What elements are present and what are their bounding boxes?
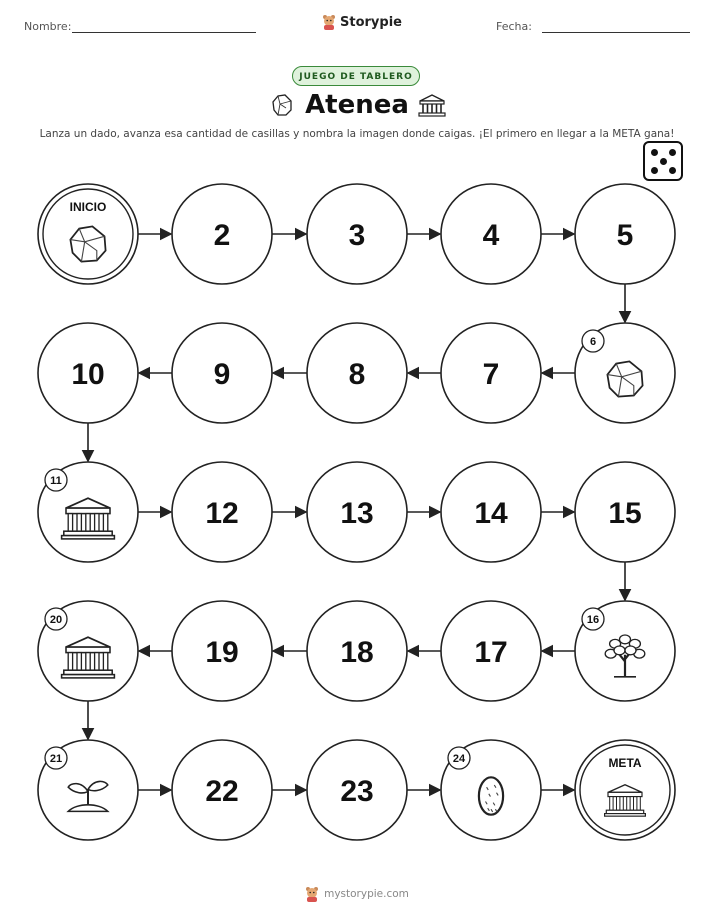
space-number: 7 (482, 358, 500, 391)
footer (0, 886, 714, 902)
space-number: 21 (49, 753, 63, 765)
board-space-4[interactable] (441, 184, 541, 284)
space-number: 4 (482, 219, 500, 252)
space-number: 2 (213, 219, 231, 252)
date-label: Fecha: (496, 20, 532, 33)
space-number: 22 (205, 775, 239, 808)
board-space-18[interactable] (307, 601, 407, 701)
footer-site: mystorypie.com (324, 888, 409, 900)
board-space-12[interactable] (172, 462, 272, 562)
board-space-10[interactable] (38, 323, 138, 423)
bear-mascot-icon (305, 886, 319, 902)
space-number: 16 (586, 614, 600, 626)
board-space-22[interactable] (172, 740, 272, 840)
olive-icon (479, 777, 503, 814)
space-number: 23 (340, 775, 374, 808)
board-space-14[interactable] (441, 462, 541, 562)
space-number: 19 (205, 636, 239, 669)
board-space-15[interactable] (575, 462, 675, 562)
space-number: 9 (213, 358, 231, 391)
space-number: 3 (348, 219, 366, 252)
board-space-8[interactable] (307, 323, 407, 423)
page-title: Atenea (305, 90, 409, 120)
board-space-2[interactable] (172, 184, 272, 284)
space-number: 15 (608, 497, 642, 530)
space-number: 5 (616, 219, 634, 252)
space-number: 6 (589, 336, 597, 348)
space-number: 12 (205, 497, 239, 530)
space-number: 10 (71, 358, 105, 391)
board-space-5[interactable] (575, 184, 675, 284)
brand-name: Storypie (340, 14, 402, 30)
board-space-7[interactable] (441, 323, 541, 423)
space-number: 24 (452, 753, 466, 765)
board-space-13[interactable] (307, 462, 407, 562)
game-type-badge: JUEGO DE TABLERO (292, 66, 420, 86)
space-number: 20 (49, 614, 63, 626)
instructions-text: Lanza un dado, avanza esa cantidad de casillas y nombra la imagen donde caigas. ¡El primero en llegar a la META gana! (39, 128, 675, 140)
board-space-23[interactable] (307, 740, 407, 840)
space-number: 8 (348, 358, 366, 391)
board-space-9[interactable] (172, 323, 272, 423)
board-space-19[interactable] (172, 601, 272, 701)
goal-label: META (608, 756, 642, 770)
space-number: 18 (340, 636, 374, 669)
name-label: Nombre: (24, 20, 72, 33)
space-number: 17 (474, 636, 508, 669)
start-label: INICIO (69, 200, 107, 214)
space-number: 14 (474, 497, 508, 530)
board-space-17[interactable] (441, 601, 541, 701)
board-space-3[interactable] (307, 184, 407, 284)
space-number: 11 (50, 475, 62, 487)
space-number: 13 (340, 497, 374, 530)
